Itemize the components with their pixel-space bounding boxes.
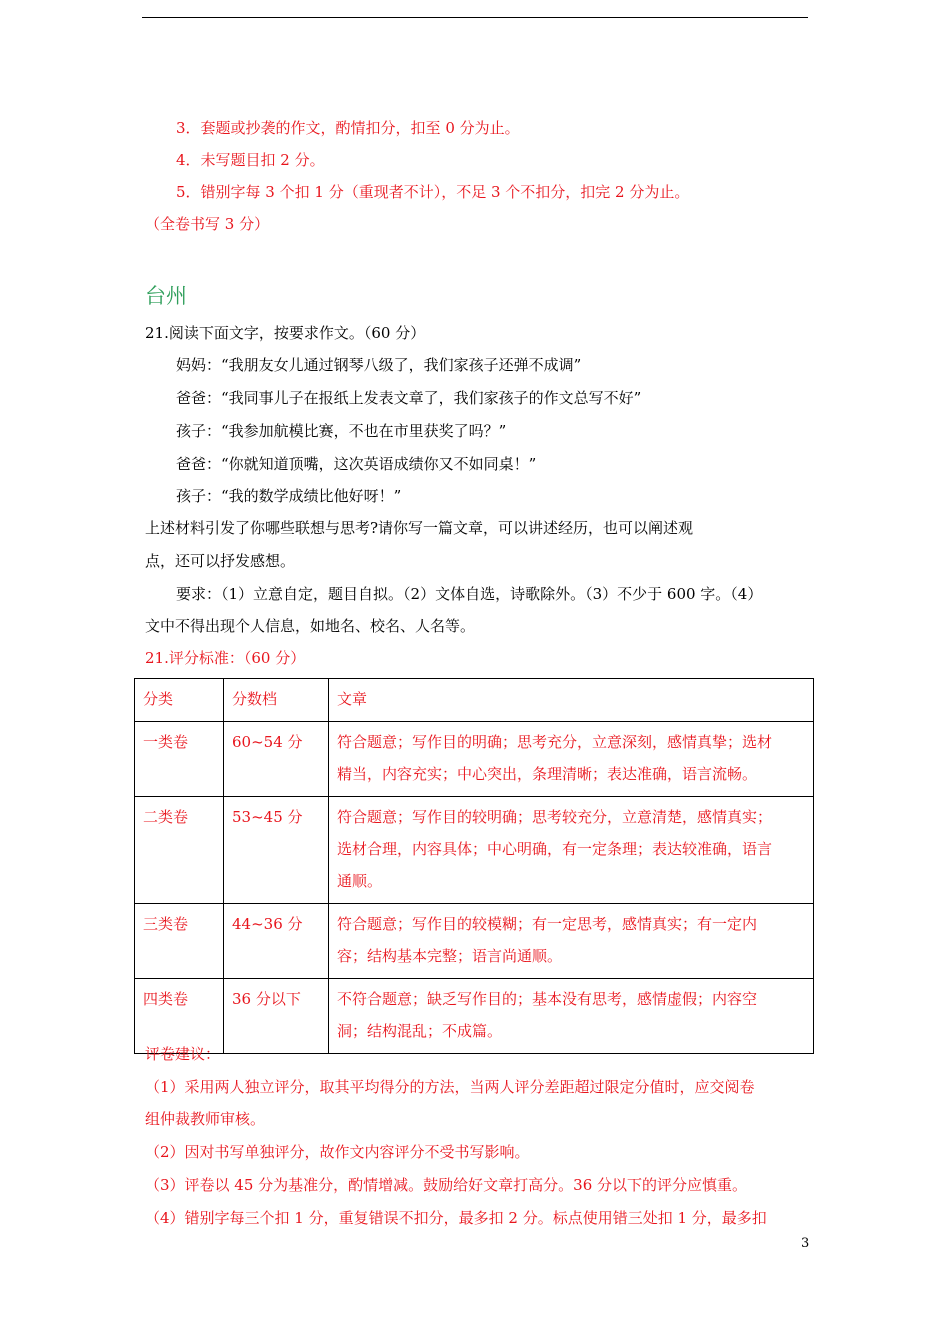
- table-header: 分类: [135, 679, 224, 722]
- requirements-text: 文中不得出现个人信息，如地名、校名、人名等。: [145, 617, 476, 635]
- task-text: 上述材料引发了你哪些联想与思考?请你写一篇文章，可以讲述经历，也可以阐述观: [145, 519, 694, 537]
- description-line: 通顺。: [337, 872, 383, 890]
- section-title: 台州: [145, 284, 187, 308]
- dialogue-line: 孩子：“我的数学成绩比他好呀！”: [176, 487, 402, 505]
- table-header: 分数档: [224, 679, 329, 722]
- description-line: 容；结构基本完整；语言尚通顺。: [337, 947, 563, 965]
- range-cell: 60~54 分: [224, 722, 329, 797]
- description-line: 选材合理，内容具体；中心明确，有一定条理；表达较准确，语言: [337, 840, 773, 858]
- advice-item: 组仲裁教师审核。: [145, 1110, 266, 1128]
- advice-title: 评卷建议：: [145, 1045, 221, 1063]
- description-cell: [329, 797, 814, 904]
- dialogue-line: 爸爸：“我同事儿子在报纸上发表文章了，我们家孩子的作文总写不好”: [176, 389, 642, 407]
- description-line: 不符合题意；缺乏写作目的；基本没有思考，感情虚假；内容空: [337, 990, 758, 1008]
- description-line: 洞；结构混乱；不成篇。: [337, 1022, 503, 1040]
- handwriting-note: （全卷书写 3 分）: [145, 215, 270, 233]
- range-cell: 53~45 分: [224, 797, 329, 904]
- description-cell: [329, 722, 814, 797]
- table-header: 文章: [329, 679, 814, 722]
- task-text: 点，还可以抒发感想。: [145, 552, 296, 570]
- description-line: 符合题意；写作目的较明确；思考较充分，立意清楚，感情真实；: [337, 808, 773, 826]
- description-line: 精当，内容充实；中心突出，条理清晰；表达准确，语言流畅。: [337, 765, 758, 783]
- rule-5: 5．错别字每 3 个扣 1 分（重现者不计），不足 3 个不扣分，扣完 2 分为止。: [176, 183, 690, 201]
- advice-item: （1）采用两人独立评分，取其平均得分的方法，当两人评分差距超过限定分值时，应交阅卷: [145, 1078, 755, 1096]
- dialogue-line: 孩子：“我参加航模比赛，不也在市里获奖了吗？”: [176, 422, 507, 440]
- table-row: [135, 797, 814, 904]
- description-line: 符合题意；写作目的明确；思考充分，立意深刻，感情真挚；选材: [337, 733, 773, 751]
- dialogue-line: 爸爸：“你就知道顶嘴，这次英语成绩你又不如同桌！”: [176, 455, 537, 473]
- table-row: [135, 979, 814, 1054]
- range-cell: 36 分以下: [224, 979, 329, 1054]
- requirements-text: 要求：（1）立意自定，题目自拟。（2）文体自选，诗歌除外。（3）不少于 600 字。（4）: [176, 585, 763, 603]
- category-cell: 一类卷: [135, 722, 224, 797]
- description-cell: [329, 904, 814, 979]
- rule-4: 4．未写题目扣 2 分。: [176, 151, 325, 169]
- page-number: 3: [801, 1236, 810, 1251]
- table-row: [135, 904, 814, 979]
- table-row: [135, 722, 814, 797]
- range-cell: 44~36 分: [224, 904, 329, 979]
- table-header-row: [135, 679, 814, 722]
- rule-3: 3．套题或抄袭的作文，酌情扣分，扣至 0 分为止。: [176, 119, 520, 137]
- dialogue-line: 妈妈：“我朋友女儿通过钢琴八级了，我们家孩子还弹不成调”: [176, 356, 582, 374]
- header-rule: [142, 17, 808, 18]
- scoring-table: [134, 678, 814, 1054]
- question-prompt: 21.阅读下面文字，按要求作文。（60 分）: [145, 324, 426, 342]
- description-cell: [329, 979, 814, 1054]
- category-cell: 四类卷: [135, 979, 224, 1054]
- description-line: 符合题意；写作目的较模糊；有一定思考，感情真实；有一定内: [337, 915, 758, 933]
- advice-item: （2）因对书写单独评分，故作文内容评分不受书写影响。: [145, 1143, 530, 1161]
- advice-item: （4）错别字每三个扣 1 分，重复错误不扣分，最多扣 2 分。标点使用错三处扣 1 分，最多扣: [145, 1209, 767, 1227]
- category-cell: 二类卷: [135, 797, 224, 904]
- category-cell: 三类卷: [135, 904, 224, 979]
- scoring-title: 21.评分标准：（60 分）: [145, 649, 306, 667]
- advice-item: （3）评卷以 45 分为基准分，酌情增减。鼓励给好文章打高分。36 分以下的评分应慎重。: [145, 1176, 748, 1194]
